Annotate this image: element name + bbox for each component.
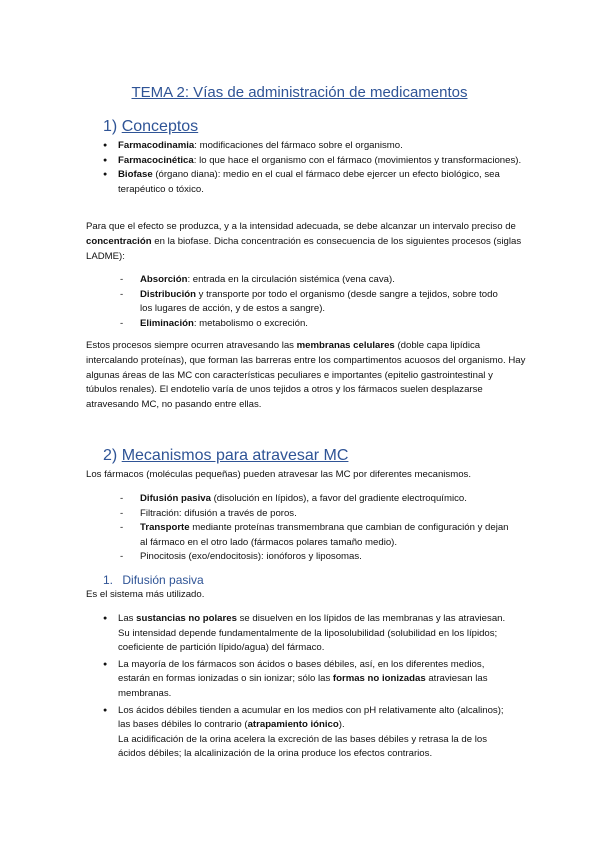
section-heading-mecanismos [103, 447, 348, 465]
document-title: TEMA 2: Vías de administración de medicamentos [131, 84, 468, 101]
list-item: ● La mayoría de los fármacos son ácidos o bases débiles, así, en los diferentes medios, estarán en formas ionizadas o sin ionizar; sólo las formas no ionizadas atraviesan las membranas. [103, 658, 513, 702]
section-number: 1) [103, 118, 118, 135]
list-item: - Difusión pasiva (disolución en lípidos), a favor del gradiente electroquímico. [120, 492, 515, 507]
difusion-list [103, 612, 513, 762]
ladme-list [120, 273, 510, 331]
paragraph-difusion-intro: Es el sistema más utilizado. [86, 589, 205, 600]
subsection-title: Difusión pasiva [122, 573, 204, 587]
list-item: ● Biofase (órgano diana): medio en el cual el fármaco debe ejercer un efecto biológico, sea terapéutico o tóxico. [103, 168, 523, 197]
section-title: Mecanismos para atravesar MC [121, 447, 349, 464]
list-item: - Eliminación: metabolismo o excreción. [120, 317, 510, 332]
subsection-heading-difusion [103, 573, 204, 587]
list-item: ● Farmacodinamia: modificaciones del fármaco sobre el organismo. [103, 139, 523, 154]
subsection-number: 1. [103, 573, 114, 587]
list-item: - Transporte mediante proteínas transmembrana que cambian de configuración y dejan al fármaco en el otro lado (fármacos polares tamaño medio). [120, 521, 515, 550]
list-item: - Absorción: entrada en la circulación sistémica (vena cava). [120, 273, 510, 288]
concepts-list [103, 139, 523, 197]
paragraph-concentration: Para que el efecto se produzca, y a la intensidad adecuada, se debe alcanzar un intervalo preciso de concentración en la biofase. Dicha concentración es consecuencia de los siguientes procesos (siglas LADME): [86, 221, 522, 262]
paragraph-membranes: Estos procesos siempre ocurren atravesando las membranas celulares (doble capa lipídica intercalando proteínas), que forman las barreras entre los compartimentos acuosos del organismo. Hay algunas áreas de las MC con características peculiares e importantes (epitelio gastrointestinal y túbulos renales). El endotelio varía de unos tejidos a otros y los fármacos suelen desplazarse atravesando MC, no pasando entre ellas. [86, 340, 526, 411]
list-item: - Filtración: difusión a través de poros. [120, 507, 515, 522]
section-heading-conceptos [103, 118, 198, 136]
paragraph-mechanisms-intro: Los fármacos (moléculas pequeñas) pueden atravesar las MC por diferentes mecanismos. [86, 469, 472, 480]
section-number: 2) [103, 447, 118, 464]
section-title: Conceptos [121, 118, 199, 135]
list-item: - Distribución y transporte por todo el organismo (desde sangre a tejidos, sobre todo los lugares de acción, y de estos a sangre). [120, 288, 510, 317]
list-item: - Pinocitosis (exo/endocitosis): ionóforos y liposomas. [120, 550, 515, 565]
list-item: ● Los ácidos débiles tienden a acumular en los medios con pH relativamente alto (alcalinos); las bases débiles lo contrario (atrapamiento iónico). La acidificación de la orina acelera la excreción de las bases débiles y retrasa la de los ácidos débiles; la alcalinización de la orina produce los efectos contrarios. [103, 704, 513, 762]
list-item: ● Las sustancias no polares se disuelven en los lípidos de las membranas y las atraviesan. Su intensidad depende fundamentalmente de la liposolubilidad (solubilidad en los lípidos; coeficiente de partición lípido/agua) del fármaco. [103, 612, 513, 656]
mechanisms-list [120, 492, 515, 565]
list-item: ● Farmacocinética: lo que hace el organismo con el fármaco (movimientos y transformaciones). [103, 154, 523, 169]
